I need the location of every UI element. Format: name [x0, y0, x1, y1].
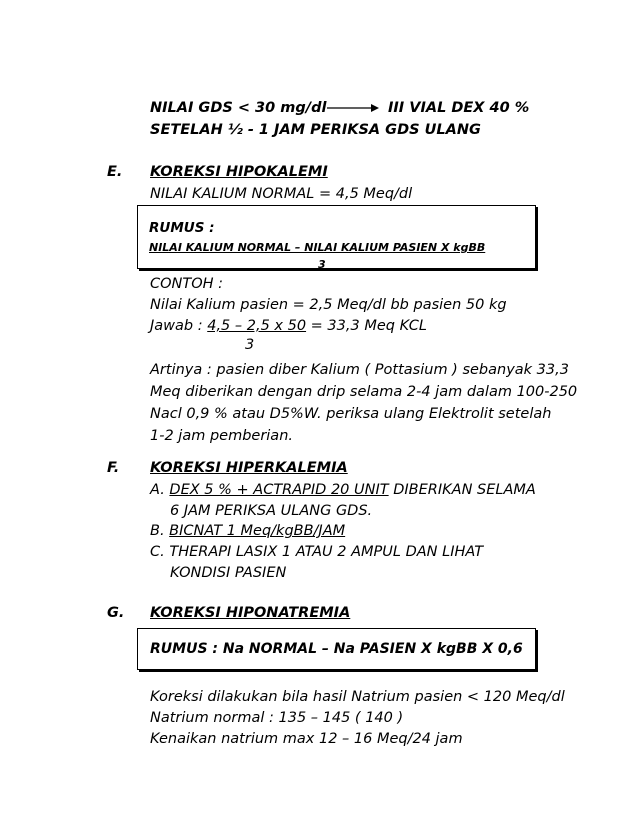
- jawab-result: = 33,3 Meq KCL: [306, 318, 427, 334]
- item-b-line: [150, 522, 345, 540]
- gds-followup-text: SETELAH ½ - 1 JAM PERIKSA GDS ULANG: [150, 122, 481, 138]
- right-arrow-icon: [327, 101, 379, 115]
- artinya-line: Meq diberikan dengan drip selama 2-4 jam dalam 100-250: [150, 384, 578, 400]
- rumus-denominator: 3: [318, 258, 326, 271]
- natrium-note: Koreksi dilakukan bila hasil Natrium pasien < 120 Meq/dl: [150, 689, 565, 705]
- jawab-numerator: 4,5 – 2,5 x 50: [207, 318, 307, 334]
- rumus-natrium-text: RUMUS : Na NORMAL – Na PASIEN X kgBB X 0,6: [150, 641, 523, 657]
- gds-condition-text: NILAI GDS < 30 mg/dl: [150, 100, 327, 116]
- contoh-line: Nilai Kalium pasien = 2,5 Meq/dl bb pasien 50 kg: [150, 297, 507, 313]
- section-f-title: KOREKSI HIPERKALEMIA: [150, 460, 348, 476]
- section-g-letter: G.: [107, 605, 125, 621]
- item-a-line2: 6 JAM PERIKSA ULANG GDS.: [170, 503, 373, 519]
- item-a-suffix: DIBERIKAN SELAMA: [388, 482, 536, 498]
- jawab-prefix: Jawab :: [150, 318, 208, 334]
- item-a-prefix: A.: [150, 482, 170, 498]
- artinya-line: 1-2 jam pemberian.: [150, 428, 293, 444]
- kalium-normal-text: NILAI KALIUM NORMAL = 4,5 Meq/dl: [150, 186, 413, 202]
- natrium-note: Natrium normal : 135 – 145 ( 140 ): [150, 710, 404, 726]
- gds-action-text: III VIAL DEX 40 %: [388, 100, 530, 116]
- jawab-line: [150, 317, 427, 335]
- item-c-line2: KONDISI PASIEN: [170, 565, 287, 581]
- section-g-title: KOREKSI HIPONATREMIA: [150, 605, 351, 621]
- item-a-therapy: DEX 5 % + ACTRAPID 20 UNIT: [169, 482, 389, 498]
- section-e-letter: E.: [107, 164, 123, 180]
- jawab-denominator: 3: [245, 337, 255, 353]
- section-f-letter: F.: [107, 460, 120, 476]
- section-e-title: KOREKSI HIPOKALEMI: [150, 164, 328, 180]
- natrium-note: Kenaikan natrium max 12 – 16 Meq/24 jam: [150, 731, 463, 747]
- item-b-prefix: B.: [150, 523, 170, 539]
- artinya-line: Nacl 0,9 % atau D5%W. periksa ulang Elektrolit setelah: [150, 406, 552, 422]
- rumus-natrium-box: [137, 628, 536, 670]
- rumus-numerator: NILAI KALIUM NORMAL – NILAI KALIUM PASIEN X kgBB: [149, 241, 486, 254]
- item-b-therapy: BICNAT 1 Meq/kgBB/JAM: [169, 523, 346, 539]
- rumus-label: RUMUS :: [149, 220, 215, 236]
- item-c-line: C. THERAPI LASIX 1 ATAU 2 AMPUL DAN LIHAT: [150, 544, 484, 560]
- item-a-line: [150, 481, 536, 499]
- artinya-line: Artinya : pasien diber Kalium ( Pottasium ) sebanyak 33,3: [150, 362, 569, 378]
- rumus-kalium-box: [137, 205, 536, 269]
- contoh-label: CONTOH :: [150, 276, 224, 292]
